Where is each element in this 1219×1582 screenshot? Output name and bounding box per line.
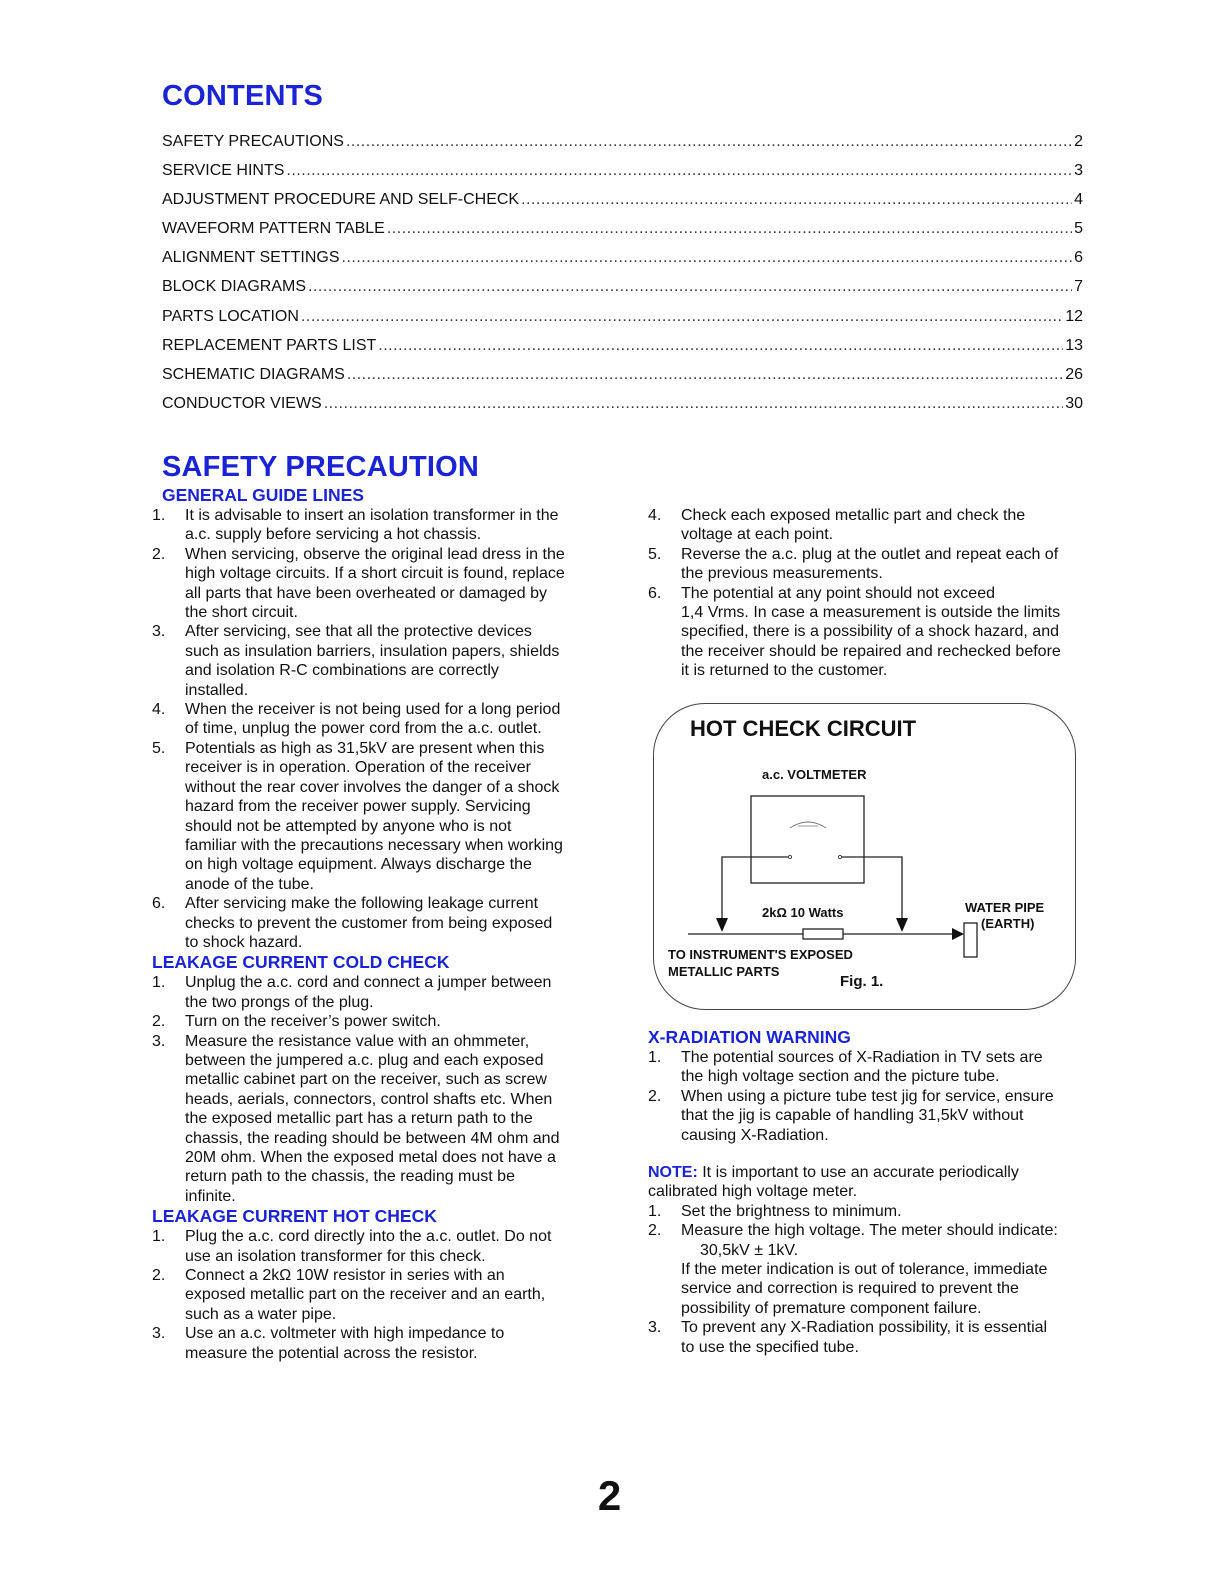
list-number: 3. [152,1325,166,1343]
toc-entry-page: 26 [1065,365,1083,383]
left-column [152,485,592,1363]
list-line: After servicing, see that all the protective devices [185,623,532,641]
list-line: Check each exposed metallic part and check the [681,507,1026,524]
toc-entry-label: ADJUSTMENT PROCEDURE AND SELF-CHECK [162,191,520,209]
toc-entry-label: ALIGNMENT SETTINGS [162,249,340,267]
toc-leader-dots [346,133,1072,151]
list-item [152,1032,592,1207]
toc-leader-dots [521,191,1072,209]
instrument-label-2: METALLIC PARTS [668,964,780,979]
list-item [648,1221,1088,1240]
toc-entry[interactable] [162,278,1083,307]
list-line: causing X-Radiation. [681,1126,829,1144]
arrow-earth [952,928,964,940]
earth-label: (EARTH) [981,916,1035,931]
list-text [185,1012,592,1031]
list-text [185,1227,592,1266]
list-line: that the jig is capable of handling 31,5kV without [681,1107,1024,1125]
list-item [152,700,592,739]
list-text [681,506,1088,545]
list-text [185,1266,592,1324]
list-line: installed. [185,681,249,699]
list-text [681,1048,1088,1087]
toc-leader-dots [308,278,1072,296]
toc-entry[interactable] [162,162,1083,191]
list-line: The potential at any point should not exceed [681,584,995,602]
list-line: on high voltage equipment. Always discharge the [185,856,532,874]
toc-entry[interactable] [162,308,1083,337]
list-number: 1. [152,507,166,524]
list-item [648,584,1088,681]
list-number: 3. [152,623,166,641]
list-line: The potential sources of X-Radiation in TV sets are [681,1049,1043,1066]
toc-entry-page: 2 [1074,133,1083,150]
voltmeter-label: a.c. VOLTMETER [762,767,867,782]
list-line: to use the specified tube. [681,1338,859,1356]
list-line: Reverse the a.c. plug at the outlet and repeat each of [681,545,1059,563]
lead-right [842,857,902,926]
list-line: After servicing make the following leakage current [185,895,539,913]
list-number: 3. [648,1319,662,1337]
list-number: 2. [152,1267,166,1285]
tolerance-line: If the meter indication is out of tolerance, immediate [681,1261,1048,1279]
list-number: 3. [152,1032,166,1050]
indicate-value: 30,5kV ± 1kV. [700,1241,799,1259]
note-list [648,1202,1088,1241]
list-number: 2. [152,1013,166,1031]
list-line: to shock hazard. [185,933,303,951]
tolerance-line: possibility of premature component failure. [681,1299,982,1317]
list-number: 5. [152,739,166,757]
toc-entry-label: SCHEMATIC DIAGRAMS [162,365,345,383]
contents-title: CONTENTS [162,80,324,112]
list-item [648,545,1088,584]
list-line: should not be attempted by anyone who is not [185,817,512,835]
leakage-check-continued-list [648,506,1088,681]
list-line: the short circuit. [185,604,298,622]
list-line: Potentials as high as 31,5kV are present when this [185,739,545,757]
toc-entry-label: REPLACEMENT PARTS LIST [162,336,377,354]
list-number: 6. [648,584,662,602]
list-line: Unplug the a.c. cord and connect a jumper between [185,974,552,992]
list-line: the receiver should be repaired and rechecked before [681,642,1061,660]
tolerance-line: service and correction is required to prevent the [681,1280,1019,1298]
toc-leader-dots [324,395,1063,413]
note-text-2: calibrated high voltage meter. [648,1183,858,1201]
list-text [185,622,592,700]
figure-caption: Fig. 1. [840,973,884,990]
list-line: and isolation R-C combinations are correctly [185,662,499,680]
hot-check-list [152,1227,592,1363]
water-pipe-symbol [964,923,977,957]
list-line: heads, aerials, connectors, control shafts etc. When [185,1090,553,1108]
list-line: high voltage circuits. If a short circuit is found, replace [185,565,565,583]
list-line: exposed metallic part on the receiver and an earth, [185,1286,546,1304]
list-line: return path to the chassis, the reading must be [185,1168,515,1186]
list-number: 1. [648,1202,662,1220]
toc-entry[interactable] [162,191,1083,220]
list-line: the high voltage section and the picture tube. [681,1068,1000,1086]
diagram-title: HOT CHECK CIRCUIT [690,716,917,741]
toc-entry-page: 3 [1074,162,1083,180]
toc-entry-page: 13 [1065,336,1083,354]
list-text [185,973,592,1012]
list-line: it is returned to the customer. [681,662,888,680]
voltmeter-box [751,796,864,883]
toc-entry-page: 12 [1065,307,1083,325]
list-line: Turn on the receiver’s power switch. [185,1013,441,1031]
list-line: the two prongs of the plug. [185,993,374,1011]
list-line: metallic cabinet part on the receiver, such as screw [185,1071,547,1089]
list-number: 1. [152,1228,166,1246]
list-number: 6. [152,895,166,913]
list-text [681,584,1088,681]
toc-entry-page: 4 [1074,191,1083,209]
general-guidelines-heading: GENERAL GUIDE LINES [162,485,364,505]
list-number: 4. [648,507,662,524]
list-text [681,545,1088,584]
list-number: 1. [152,974,166,992]
list-line: receiver is in operation. Operation of the receiver [185,759,531,777]
list-line: such as a water pipe. [185,1305,337,1323]
list-line: chassis, the reading should be between 4M ohm and [185,1129,560,1147]
list-line: 20M ohm. When the exposed metal does not have a [185,1149,556,1166]
x-radiation-heading: X-RADIATION WARNING [648,1027,851,1047]
arrow-right [896,918,908,932]
toc-entry-page: 7 [1074,278,1083,296]
toc-leader-dots [301,308,1063,326]
right-column-top [648,506,1088,681]
list-line: hazard from the receiver power supply. Servicing [185,798,531,816]
resistor-label: 2kΩ 10 Watts [762,905,844,920]
voltmeter-needle-arc [790,822,826,828]
list-item [648,1202,1088,1221]
list-line: When servicing, observe the original lead dress in the [185,545,565,563]
list-text [681,1202,1088,1221]
list-line: the previous measurements. [681,565,883,583]
cold-check-list [152,973,592,1206]
note-paragraph [648,1163,1088,1182]
last-item [648,1318,1088,1357]
list-item [648,1318,1088,1357]
list-line: 1,4 Vrms. In case a measurement is outside the limits [681,604,1061,622]
list-item [152,894,592,952]
list-text [185,1032,592,1207]
list-item [648,1087,1088,1145]
list-item [152,506,592,545]
toc-entry-page: 30 [1065,394,1083,412]
list-item [152,973,592,1012]
list-line: the exposed metallic part has a return path to the [185,1110,533,1128]
toc-entry[interactable] [162,337,1083,366]
list-number: 2. [648,1222,662,1240]
toc-leader-dots [342,249,1073,267]
list-number: 2. [648,1087,662,1105]
x-radiation-section [648,1027,1088,1357]
safety-title: SAFETY PRECAUTION [162,451,480,483]
list-line: Use an a.c. voltmeter with high impedance to [185,1325,505,1343]
list-item [152,1324,592,1363]
toc-entry[interactable] [162,366,1083,395]
toc-entry-label: WAVEFORM PATTERN TABLE [162,220,385,238]
resistor [803,929,843,939]
cold-check-heading: LEAKAGE CURRENT COLD CHECK [152,952,450,973]
hot-check-heading: LEAKAGE CURRENT HOT CHECK [152,1206,437,1227]
voltmeter-terminal-right [838,855,841,858]
list-line: To prevent any X-Radiation possibility, it is essential [681,1319,1048,1337]
instrument-label-1: TO INSTRUMENT'S EXPOSED [668,947,853,962]
list-text [185,739,592,894]
toc-leader-dots [387,220,1072,238]
list-line: specified, there is a possibility of a shock hazard, and [681,623,1059,641]
list-text [185,1324,592,1363]
list-number: 1. [648,1049,662,1066]
list-number: 4. [152,701,166,719]
list-line: a.c. supply before servicing a hot chassis. [185,526,482,544]
toc-leader-dots [286,162,1072,180]
list-number: 2. [152,545,166,563]
list-line: of time, unplug the power cord from the a.c. outlet. [185,720,542,738]
list-line: without the rear cover involves the danger of a shock [185,778,560,796]
arrow-left [716,918,728,932]
list-text [681,1318,1088,1357]
list-line: It is advisable to insert an isolation transformer in the [185,507,559,524]
hot-check-circuit-diagram [653,703,1076,1010]
list-line: When using a picture tube test jig for service, ensure [681,1087,1054,1105]
table-of-contents [162,133,1083,424]
list-line: familiar with the precautions necessary when working [185,836,563,854]
general-guidelines-list [152,506,592,952]
list-line: measure the potential across the resistor. [185,1344,478,1362]
list-line: Measure the high voltage. The meter should indicate: [681,1222,1058,1240]
note-label: NOTE: [648,1164,698,1182]
list-line: voltage at each point. [681,526,834,544]
list-line: Measure the resistance value with an ohmmeter, [185,1032,530,1050]
list-item [152,622,592,700]
list-text [681,1221,1088,1240]
voltmeter-terminal-left [788,855,791,858]
toc-entry[interactable] [162,395,1083,424]
toc-entry-page: 6 [1074,249,1083,267]
list-item [152,1012,592,1031]
list-text [185,894,592,952]
list-line: between the jumpered a.c. plug and each exposed [185,1051,544,1069]
list-text [185,545,592,623]
list-line: Connect a 2kΩ 10W resistor in series with an [185,1267,505,1285]
list-line: all parts that have been overheated or damaged by [185,584,548,602]
list-item [152,1227,592,1266]
list-line: When the receiver is not being used for a long period [185,701,561,719]
list-text [185,700,592,739]
water-pipe-label: WATER PIPE [965,900,1045,915]
toc-leader-dots [378,337,1063,355]
tolerance-text [648,1260,1088,1318]
list-line: checks to prevent the customer from being exposed [185,914,553,932]
note-text: It is important to use an accurate periodically [697,1164,1019,1182]
toc-entry[interactable] [162,220,1083,249]
toc-entry-label: CONDUCTOR VIEWS [162,394,322,412]
list-text [185,506,592,545]
list-line: Plug the a.c. cord directly into the a.c. outlet. Do not [185,1228,552,1246]
toc-entry-label: SAFETY PRECAUTIONS [162,133,344,150]
list-item [152,545,592,623]
toc-entry[interactable] [162,133,1083,162]
list-item [648,1048,1088,1087]
toc-entry-label: SERVICE HINTS [162,162,285,180]
list-item [648,506,1088,545]
list-line: use an isolation transformer for this check. [185,1247,486,1265]
toc-entry-label: BLOCK DIAGRAMS [162,278,307,296]
toc-entry-page: 5 [1074,220,1083,238]
list-line: anode of the tube. [185,875,314,893]
toc-entry[interactable] [162,249,1083,278]
toc-entry-label: PARTS LOCATION [162,307,299,325]
toc-leader-dots [347,366,1063,384]
list-item [152,1266,592,1324]
list-number: 5. [648,545,662,563]
list-line: such as insulation barriers, insulation papers, shields [185,642,560,660]
list-line: infinite. [185,1187,236,1205]
list-item [152,739,592,894]
page-number: 2 [597,1472,622,1519]
x-radiation-list [648,1048,1088,1145]
list-line: Set the brightness to minimum. [681,1202,902,1220]
list-text [681,1087,1088,1145]
